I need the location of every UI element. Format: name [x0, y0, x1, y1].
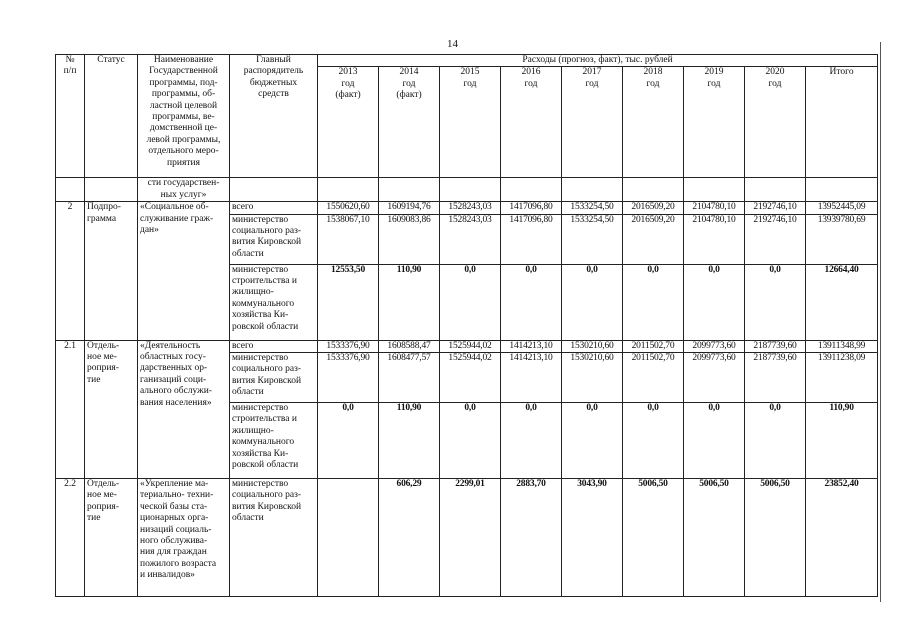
row-num: 2	[56, 202, 85, 340]
header-expenses: Расходы (прогноз, факт), тыс. рублей	[318, 55, 878, 67]
value-cell: 5006,50	[745, 478, 806, 596]
value-cell: 0,0	[318, 402, 379, 478]
value-cell: 1530210,60	[562, 352, 623, 402]
value-cell: 2011502,70	[623, 352, 684, 402]
row-manager: всего	[230, 340, 318, 352]
table-row	[56, 340, 878, 352]
right-margin-rule	[880, 42, 881, 602]
value-cell: 1609194,76	[379, 202, 440, 214]
header-total: Итого	[806, 67, 878, 178]
row-num: 2.2	[56, 478, 85, 596]
value-cell: 2099773,60	[684, 340, 745, 352]
row-name: «Деятельность областных госу- дарственных ор- ганизаций соци- ального обслужи- вания населения»	[138, 340, 230, 478]
value-cell: 2299,01	[440, 478, 501, 596]
value-cell: 1525944,02	[440, 340, 501, 352]
value-cell: 1533376,90	[318, 340, 379, 352]
value-cell: 1417096,80	[501, 202, 562, 214]
value-cell: 1609083,86	[379, 214, 440, 264]
value-cell: 0,0	[684, 402, 745, 478]
value-cell: 1608477,57	[379, 352, 440, 402]
row-manager: министерство строительства и жилищно- коммунального хозяйства Ки- ровской области	[230, 264, 318, 340]
header-year-2015: 2015 год	[440, 67, 501, 178]
continuation-row	[56, 178, 878, 202]
header-num: № п/п	[56, 55, 85, 178]
total-cell: 13911348,99	[806, 340, 878, 352]
value-cell: 1533254,50	[562, 214, 623, 264]
header-row	[56, 55, 878, 67]
row-name: «Социальное об- служивание граж- дан»	[138, 202, 230, 340]
value-cell: 2187739,60	[745, 352, 806, 402]
row-name: «Укрепление ма- териально- техни- ческой базы ста- ционарных орга- низаций социаль- ного обслужива- ния для граждан пожилого возраста и инвалидов»	[138, 478, 230, 596]
table-row	[56, 202, 878, 214]
table-row	[56, 478, 878, 596]
value-cell: 1530210,60	[562, 340, 623, 352]
value-cell: 2104780,10	[684, 214, 745, 264]
row-status: Подпро- грамма	[85, 202, 138, 340]
value-cell: 0,0	[562, 402, 623, 478]
value-cell: 0,0	[440, 264, 501, 340]
total-cell: 13939780,69	[806, 214, 878, 264]
row-manager: министерство социального раз- вития Кировской области	[230, 352, 318, 402]
row-manager: министерство социального раз- вития Кировской области	[230, 214, 318, 264]
value-cell: 2016509,20	[623, 202, 684, 214]
value-cell: 0,0	[501, 264, 562, 340]
continuation-text: сти государствен- ных услуг»	[138, 178, 230, 202]
value-cell: 1528243,03	[440, 214, 501, 264]
budget-table	[55, 54, 878, 597]
row-status: Отдель- ное ме- роприя- тие	[85, 478, 138, 596]
value-cell: 2104780,10	[684, 202, 745, 214]
value-cell: 12553,50	[318, 264, 379, 340]
value-cell: 0,0	[623, 264, 684, 340]
value-cell: 2192746,10	[745, 202, 806, 214]
value-cell: 5006,50	[623, 478, 684, 596]
value-cell: 0,0	[745, 402, 806, 478]
value-cell: 110,90	[379, 402, 440, 478]
value-cell: 1538067,10	[318, 214, 379, 264]
page-number: 14	[447, 38, 458, 50]
value-cell: 1608588,47	[379, 340, 440, 352]
value-cell: 2883,70	[501, 478, 562, 596]
header-year-2014: 2014 год (факт)	[379, 67, 440, 178]
value-cell: 0,0	[684, 264, 745, 340]
header-name: Наименование Государственной программы, под- программы, об- ластной целевой программы, ве- домственной це- левой программы, отдельного меро- приятия	[138, 55, 230, 178]
value-cell: 1533376,90	[318, 352, 379, 402]
value-cell: 0,0	[562, 264, 623, 340]
value-cell: 1528243,03	[440, 202, 501, 214]
value-cell: 2187739,60	[745, 340, 806, 352]
value-cell: 2099773,60	[684, 352, 745, 402]
header-year-2016: 2016 год	[501, 67, 562, 178]
value-cell: 2016509,20	[623, 214, 684, 264]
value-cell: 0,0	[745, 264, 806, 340]
header-status: Статус	[85, 55, 138, 178]
value-cell: 2011502,70	[623, 340, 684, 352]
row-manager: всего	[230, 202, 318, 214]
value-cell: 606,29	[379, 478, 440, 596]
header-manager: Главный распорядитель бюджетных средств	[230, 55, 318, 178]
value-cell: 1550620,60	[318, 202, 379, 214]
header-year-2019: 2019 год	[684, 67, 745, 178]
header-year-2013: 2013 год (факт)	[318, 67, 379, 178]
header-year-2017: 2017 год	[562, 67, 623, 178]
total-cell: 12664,40	[806, 264, 878, 340]
value-cell: 1414213,10	[501, 352, 562, 402]
total-cell: 23852,40	[806, 478, 878, 596]
row-status: Отдель- ное ме- роприя- тие	[85, 340, 138, 478]
row-manager: министерство социального раз- вития Кировской области	[230, 478, 318, 596]
value-cell: 2192746,10	[745, 214, 806, 264]
row-num: 2.1	[56, 340, 85, 478]
value-cell: 0,0	[440, 402, 501, 478]
total-cell: 13911238,09	[806, 352, 878, 402]
total-cell: 13952445,09	[806, 202, 878, 214]
value-cell: 1525944,02	[440, 352, 501, 402]
value-cell: 0,0	[501, 402, 562, 478]
total-cell: 110,90	[806, 402, 878, 478]
value-cell: 1414213,10	[501, 340, 562, 352]
value-cell: 0,0	[623, 402, 684, 478]
value-cell: 1533254,50	[562, 202, 623, 214]
value-cell: 3043,90	[562, 478, 623, 596]
header-year-2020: 2020 год	[745, 67, 806, 178]
header-year-2018: 2018 год	[623, 67, 684, 178]
value-cell: 5006,50	[684, 478, 745, 596]
row-manager: министерство строительства и жилищно- коммунального хозяйства Ки- ровской области	[230, 402, 318, 478]
value-cell: 1417096,80	[501, 214, 562, 264]
value-cell: 110,90	[379, 264, 440, 340]
value-cell	[318, 478, 379, 596]
